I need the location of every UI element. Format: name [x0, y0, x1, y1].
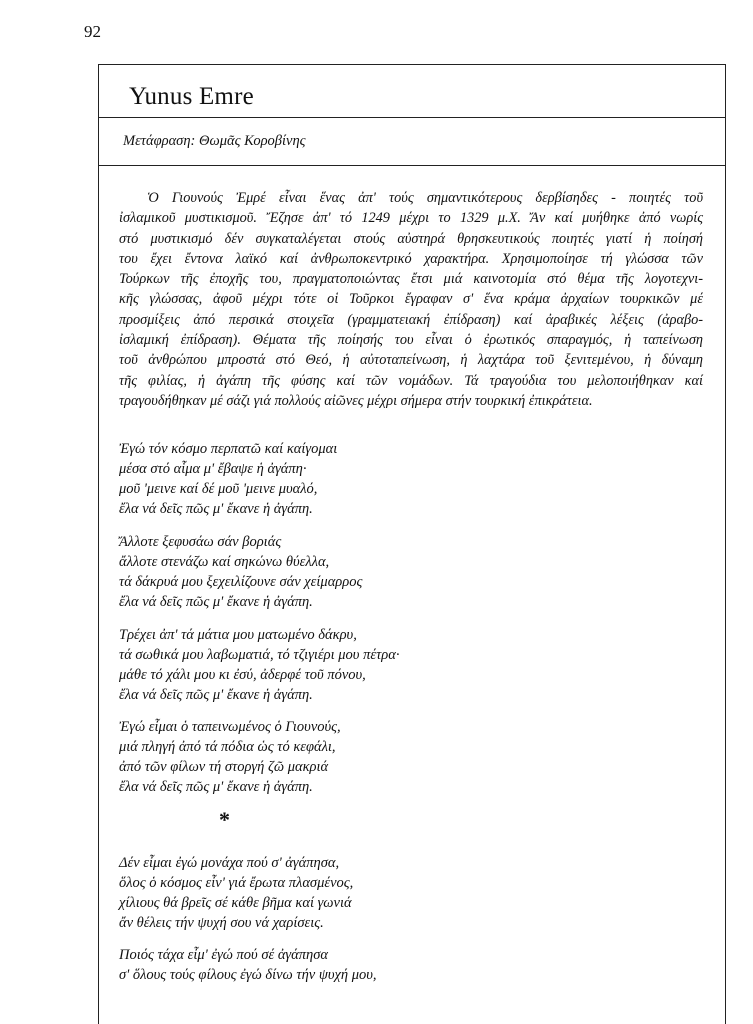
- page-number: 92: [84, 22, 101, 41]
- verse-line: χίλιους θά βρεῖς σέ κάθε βῆμα καί γωνιά: [119, 895, 352, 911]
- verse-line: ἀπό τῶν φίλων τή στοργή ζῶ μακριά: [119, 759, 329, 775]
- verse-line: Ἄλλοτε ξεφυσάω σάν βοριάς: [119, 534, 282, 550]
- stanza-3: [119, 625, 679, 705]
- verse-line: ἔλα νά δεῖς πῶς μ' ἔκανε ἡ ἀγάπη.: [119, 594, 313, 610]
- intro-line: Τούρκων τῆς ἐποχῆς του, πραγματοποιώντας ἔτσι μιά καινοτομία στό θέμα τῆς λογοτεχνι-: [119, 271, 703, 288]
- verse-line: Δέν εἶμαι ἐγώ μονάχα πού σ' ἀγάπησα,: [119, 855, 340, 871]
- verse-line: μάθε τό χάλι μου κι ἐσύ, ἀδερφέ τοῦ πόνου,: [119, 667, 366, 683]
- section-separator: *: [219, 807, 230, 832]
- verse-line: ὅλος ὁ κόσμος εἶν' γιά ἔρωτα πλασμένος,: [119, 875, 354, 891]
- stanza-5: [119, 853, 679, 933]
- intro-line: ἰσλαμική ἐπίδραση). Θέματα τῆς ποίησής του εἶναι ὁ ἐρωτικός σπαραγμός, ἡ ταπείνωση: [119, 332, 703, 349]
- poem-frame: [98, 64, 726, 1024]
- verse-line: ἔλα νά δεῖς πῶς μ' ἔκανε ἡ ἀγάπη.: [119, 779, 313, 795]
- intro-line: στό μυστικισμό δέν συγκαταλέγεται στούς αὐστηρά θρησκευτικούς ποιητές γιατί ἡ ποίησή: [119, 230, 703, 247]
- intro-line: Ὁ Γιουνούς Ἐμρέ εἶναι ἕνας ἀπ' τούς σημαντικότερους δερβίσηδες - ποιητές τοῦ: [147, 190, 703, 206]
- translator-band: [99, 118, 725, 166]
- verse-line: μιά πληγή ἀπό τά πόδια ὡς τό κεφάλι,: [119, 739, 336, 755]
- verse-line: ἄλλοτε στενάζω καί σηκώνω θύελλα,: [119, 554, 330, 570]
- intro-line: προσμίξεις ἀπό περσικά στοιχεῖα (γραμματειακή ἐπίδραση) καί ἀραβικές λέξεις (ἀραβο-: [119, 311, 703, 328]
- intro-line: τῆς φιλίας, ἡ ἀγάπη τῆς φύσης καί τῶν νομάδων. Τά τραγούδια του μελοποιήθηκαν καί: [119, 372, 703, 389]
- intro-line: τοῦ ἀνθρώπου μπροστά στό Θεό, ἡ αὐτοταπείνωση, ἡ λαχτάρα τοῦ ξενιτεμένου, ἡ δύναμη: [119, 352, 703, 369]
- verse-line: ἔλα νά δεῖς πῶς μ' ἔκανε ἡ ἀγάπη.: [119, 501, 313, 517]
- verse-line: Τρέχει ἀπ' τά μάτια μου ματωμένο δάκρυ,: [119, 627, 357, 643]
- stanza-6: [119, 945, 679, 985]
- translator-credit: Μετάφραση: Θωμᾶς Κοροβίνης: [123, 133, 306, 149]
- verse-line: μοῦ 'μεινε καί δέ μοῦ 'μεινε μυαλό,: [119, 481, 318, 497]
- verse-line: ἄν θέλεις τήν ψυχή σου νά χαρίσεις.: [119, 915, 324, 931]
- verse-line: σ' ὅλους τούς φίλους ἐγώ δίνω τήν ψυχή μου,: [119, 967, 377, 983]
- verse-line: Ἐγώ εἶμαι ὁ ταπεινωμένος ὁ Γιουνούς,: [119, 719, 341, 735]
- intro-line: ἰσλαμικοῦ μυστικισμοῦ. Ἔζησε ἀπ' τό 1249 μέχρι το 1329 μ.Χ. Ἄν καί μυήθηκε ἀπό νωρίς: [119, 210, 703, 227]
- verse-line: μέσα στό αἷμα μ' ἔβαψε ἡ ἀγάπη·: [119, 461, 307, 477]
- verse-line: τά δάκρυά μου ξεχειλίζουνε σάν χείμαρρος: [119, 574, 363, 590]
- intro-line: κῆς γλώσσας, ἀφοῦ μέχρι τότε οἱ Τοῦρκοι ἔγραφαν σ' ἕνα κράμα ἀρχαίων τουρκικῶν μέ: [119, 291, 703, 308]
- verse-line: Ἐγώ τόν κόσμο περπατῶ καί καίγομαι: [119, 441, 338, 457]
- stanza-2: [119, 532, 679, 612]
- verse-line: τά σωθικά μου λαβωματιά, τό τζιγιέρι μου πέτρα·: [119, 647, 400, 663]
- intro-line: του ἔχει ἔντονα λαϊκό καί ἀνθρωποκεντρικό χαρακτήρα. Χρησιμοποίησε τή γλώσσα τῶν: [119, 250, 703, 267]
- stanza-4: [119, 717, 679, 797]
- stanza-1: [119, 439, 679, 519]
- verse-line: ἔλα νά δεῖς πῶς μ' ἔκανε ἡ ἀγάπη.: [119, 687, 313, 703]
- verse-line: Ποιός τάχα εἶμ' ἐγώ πού σέ ἀγάπησα: [119, 947, 328, 963]
- title-band: [99, 65, 725, 118]
- poet-title: Yunus Emre: [129, 83, 254, 110]
- intro-paragraph: [119, 188, 703, 411]
- intro-line: τραγουδήθηκαν μέ σάζι γιά πολλούς αἰῶνες μέχρι σήμερα στήν τουρκική ἐπικράτεια.: [119, 392, 593, 409]
